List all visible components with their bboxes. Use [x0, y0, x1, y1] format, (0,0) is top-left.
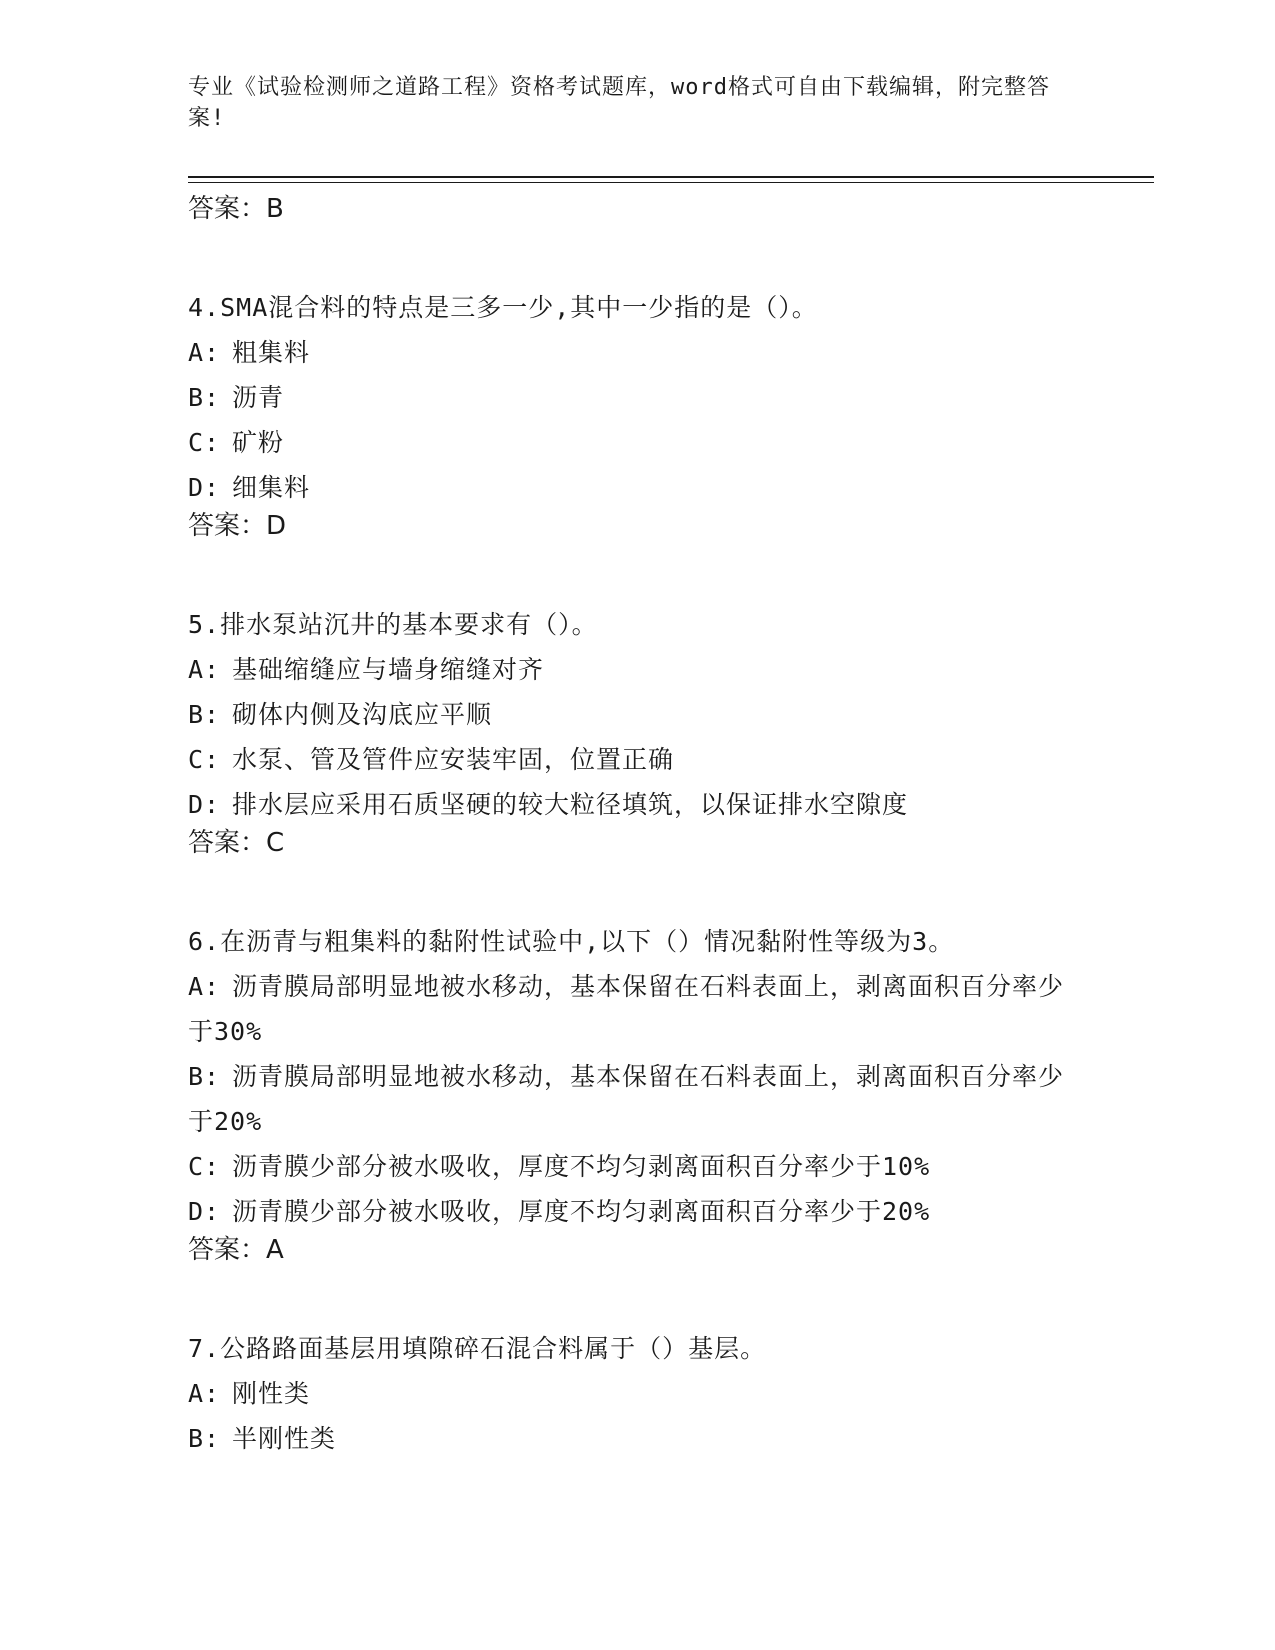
answer-line: 答案：C: [188, 828, 285, 858]
option-key: D:: [188, 790, 221, 819]
option-line: [188, 330, 1088, 375]
question-block: [188, 602, 1088, 919]
question-block: [188, 285, 1088, 602]
option-text: 刚性类: [232, 1379, 311, 1408]
option-line: [188, 692, 1088, 737]
option-line: [188, 375, 1088, 420]
answer-line: 答案：A: [188, 1235, 284, 1265]
option-key: B:: [188, 1062, 221, 1091]
option-text: 水泵、管及管件应安装牢固，位置正确: [232, 745, 675, 774]
question-stem: 4.SMA混合料的特点是三多一少,其中一少指的是（）。: [188, 293, 818, 322]
option-line: [188, 647, 1088, 692]
option-text: 排水层应采用石质坚硬的较大粒径填筑，以保证排水空隙度: [232, 790, 909, 819]
option-text: 沥青膜少部分被水吸收，厚度不均匀剥离面积百分率少于10%: [232, 1152, 931, 1181]
header-divider-thin: [188, 182, 1154, 183]
option-line: [188, 420, 1088, 465]
option-line: [188, 1189, 1088, 1234]
question-stem: 7.公路路面基层用填隙碎石混合料属于（）基层。: [188, 1334, 767, 1363]
option-key: D:: [188, 1197, 221, 1226]
option-key: A:: [188, 1379, 221, 1408]
answer-line: 答案：B: [188, 194, 284, 224]
questions-container: [188, 285, 1088, 1461]
option-key: A:: [188, 655, 221, 684]
option-text: 砌体内侧及沟底应平顺: [232, 700, 493, 729]
option-line: [188, 782, 1088, 827]
option-key: A:: [188, 972, 221, 1001]
option-key: B:: [188, 700, 221, 729]
option-key: C:: [188, 428, 221, 457]
question-list: [188, 193, 1088, 1461]
option-line: [188, 1054, 1088, 1144]
header-divider: [188, 176, 1154, 178]
option-key: D:: [188, 473, 221, 502]
option-key: A:: [188, 338, 221, 367]
question-stem: 6.在沥青与粗集料的黏附性试验中,以下（）情况黏附性等级为3。: [188, 927, 955, 956]
option-text: 沥青膜少部分被水吸收，厚度不均匀剥离面积百分率少于20%: [232, 1197, 931, 1226]
option-key: C:: [188, 1152, 221, 1181]
option-text: 基础缩缝应与墙身缩缝对齐: [232, 655, 545, 684]
option-key: B:: [188, 1424, 221, 1453]
answer-line: 答案：D: [188, 511, 287, 541]
option-line: [188, 1144, 1088, 1189]
option-text: 粗集料: [232, 338, 311, 367]
option-key: C:: [188, 745, 221, 774]
option-text: 沥青膜局部明显地被水移动，基本保留在石料表面上，剥离面积百分率少于20%: [188, 1062, 1065, 1136]
option-key: B:: [188, 383, 221, 412]
option-text: 细集料: [232, 473, 311, 502]
header-note: 专业《试验检测师之道路工程》资格考试题库，word格式可自由下载编辑，附完整答案!: [188, 75, 1050, 131]
option-text: 沥青膜局部明显地被水移动，基本保留在石料表面上，剥离面积百分率少于30%: [188, 972, 1065, 1046]
option-text: 半刚性类: [232, 1424, 337, 1453]
question-block: [188, 919, 1088, 1326]
option-line: [188, 465, 1088, 510]
question-block: [188, 1326, 1088, 1461]
option-text: 沥青: [232, 383, 285, 412]
option-line: [188, 1371, 1088, 1416]
question-stem: 5.排水泵站沉井的基本要求有（）。: [188, 610, 598, 639]
option-line: [188, 964, 1088, 1054]
option-line: [188, 737, 1088, 782]
option-line: [188, 1416, 1088, 1461]
option-text: 矿粉: [232, 428, 285, 457]
